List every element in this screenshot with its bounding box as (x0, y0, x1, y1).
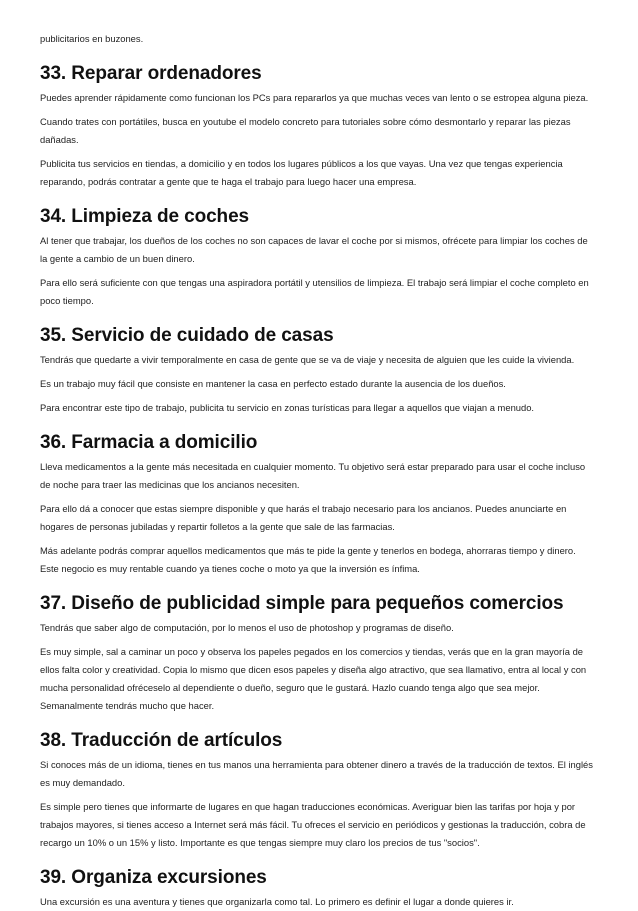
paragraph: Una excursión es una aventura y tienes que organizarla como tal. Lo primero es definir el lugar a donde quieres ir. (40, 896, 514, 907)
section-title: 37. Diseño de publicidad simple para pequeños comercios (40, 593, 564, 614)
section-title: 39. Organiza excursiones (40, 867, 267, 888)
paragraph: Publicita tus servicios en tiendas, a domicilio y en todos los lugares públicos a los que vayas. Una vez que tengas experiencia reparando, podrás contratar a gente que te haga el trabajo para luego hacer una empresa. (40, 158, 563, 187)
section-title: 33. Reparar ordenadores (40, 63, 262, 84)
section-38 (40, 729, 593, 852)
section-title: 38. Traducción de artículos (40, 730, 283, 751)
paragraph: Si conoces más de un idioma, tienes en tus manos una herramienta para obtener dinero a través de la traducción de textos. El inglés es muy demandado. (40, 759, 593, 788)
paragraph: Cuando trates con portátiles, busca en youtube el modelo concreto para tutoriales sobre cómo desmontarlo y reparar las piezas dañadas. (40, 116, 571, 145)
intro-text: publicitarios en buzones. (40, 33, 144, 44)
section-33 (40, 62, 593, 191)
paragraph: Puedes aprender rápidamente como funcionan los PCs para repararlos ya que muchas veces van lento o se estropea alguna pieza. (40, 92, 589, 103)
section-36 (40, 431, 593, 578)
paragraph: Tendrás que saber algo de computación, por lo menos el uso de photoshop y programas de diseño. (40, 622, 454, 633)
paragraph: Es muy simple, sal a caminar un poco y observa los papeles pegados en los comercios y tiendas, verás que en la gran mayoría de ellos falta color y creatividad. Copia lo mismo que dicen esos papeles y diseña algo atractivo, que sea llamativo, entra al local y con mucha personalidad ofréceselo al dependiente o dueño, seguro que le gustará. Hazlo cuando tenga algo que sea mejor. Semanalmente tendrás mucho que hacer. (40, 646, 587, 711)
paragraph: Más adelante podrás comprar aquellos medicamentos que más te pide la gente y tenerlos en bodega, ahorraras tiempo y dinero. Este negocio es muy rentable cuando ya tienes coche o moto ya que la inversión es ínfima. (40, 545, 576, 574)
section-34 (40, 205, 593, 310)
paragraph: Al tener que trabajar, los dueños de los coches no son capaces de lavar el coche por si mismos, ofrécete para limpiar los coches de la gente a cambio de un buen dinero. (40, 235, 588, 264)
section-35 (40, 324, 593, 417)
paragraph: Para ello dá a conocer que estas siempre disponible y que harás el trabajo necesario para los ancianos. Puedes anunciarte en hogares de personas jubiladas y repartir folletos a la gente que sale de las farmacias. (40, 503, 567, 532)
paragraph: Para ello será suficiente con que tengas una aspiradora portátil y utensilios de limpieza. El trabajo será limpiar el coche completo en poco tiempo. (40, 277, 589, 306)
paragraph: Lleva medicamentos a la gente más necesitada en cualquier momento. Tu objetivo será estar preparado para usar el coche incluso de noche para traer las medicinas que los ancianos necesiten. (40, 461, 586, 490)
section-title: 36. Farmacia a domicilio (40, 432, 258, 453)
paragraph: Tendrás que quedarte a vivir temporalmente en casa de gente que se va de viaje y necesita de alguien que les cuide la vivienda. (40, 354, 575, 365)
paragraph: Es simple pero tienes que informarte de lugares en que hagan traducciones económicas. Averiguar bien las tarifas por hoja y por trabajos mayores, si tienes acceso a Internet será más fácil. Tu ofreces el servicio en periódicos y gestionas la traducción, cobra de recargo un 10% o un 15% y listo. Importante es que tengas siempre muy claro los precios de tus "socios". (40, 801, 586, 848)
section-37 (40, 592, 593, 715)
section-39 (40, 866, 593, 911)
section-title: 35. Servicio de cuidado de casas (40, 325, 334, 346)
section-title: 34. Limpieza de coches (40, 206, 249, 227)
paragraph: Para encontrar este tipo de trabajo, publicita tu servicio en zonas turísticas para llegar a aquellos que viajan a menudo. (40, 402, 535, 413)
paragraph: Es un trabajo muy fácil que consiste en mantener la casa en perfecto estado durante la ausencia de los dueños. (40, 378, 506, 389)
